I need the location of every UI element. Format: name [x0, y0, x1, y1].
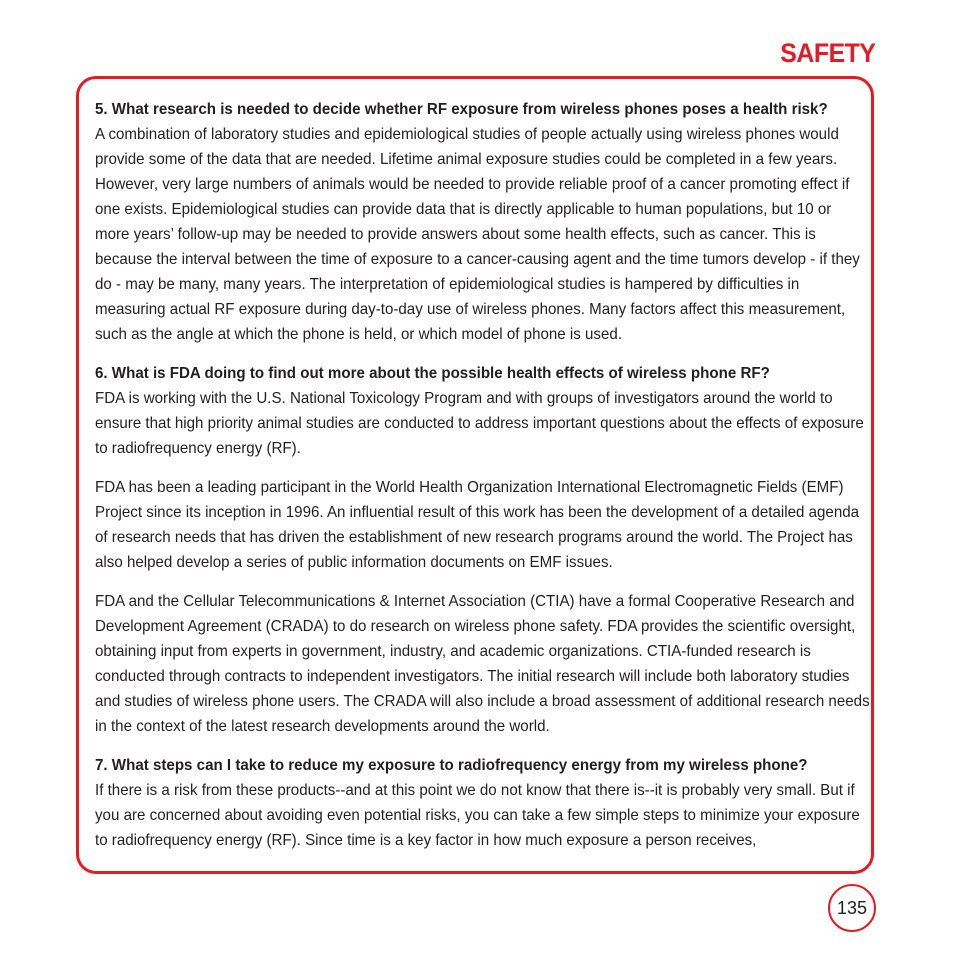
content-box — [76, 76, 874, 874]
page-number: 135 — [836, 897, 868, 918]
qa-section-7 — [95, 753, 870, 853]
section-title: SAFETY — [780, 38, 876, 68]
qa-section-5 — [95, 97, 870, 347]
answer-paragraph: FDA has been a leading participant in the World Health Organization International Electromagnetic Fields (EMF) Project since its inception in 1996. An influential result of this work has been the development of a detailed agenda of research needs that has driven the establishment of new research programs around the world. The Project has also helped develop a series of public information documents on EMF issues. — [95, 479, 860, 571]
question-heading: 5. What research is needed to decide whether RF exposure from wireless phones poses a health risk? — [95, 101, 828, 118]
qa-section-6 — [95, 361, 870, 739]
answer-paragraph: FDA and the Cellular Telecommunications & Internet Association (CTIA) have a formal Cooperative Research and Development Agreement (CRADA) to do research on wireless phone safety. FDA provides the scientific oversight, obtaining input from experts in government, industry, and academic organizations. CTIA-funded research is conducted through contracts to independent investigators. The initial research will include both laboratory studies and studies of wireless phone users. The CRADA will also include a broad assessment of additional research needs in the context of the latest research developments around the world. — [95, 593, 870, 735]
question-heading: 6. What is FDA doing to find out more about the possible health effects of wireless phone RF? — [95, 365, 770, 382]
answer-paragraph: If there is a risk from these products--and at this point we do not know that there is--it is probably very small. But if you are concerned about avoiding even potential risks, you can take a few simple steps to minimize your exposure to radiofrequency energy (RF). Since time is a key factor in how much exposure a person receives, — [95, 782, 860, 849]
page-number-badge — [828, 884, 876, 932]
question-heading: 7. What steps can I take to reduce my exposure to radiofrequency energy from my wireless phone? — [95, 757, 808, 774]
answer-paragraph: A combination of laboratory studies and epidemiological studies of people actually using wireless phones would provide some of the data that are needed. Lifetime animal exposure studies could be completed in a few years. However, very large numbers of animals would be needed to provide reliable proof of a cancer promoting effect if one exists. Epidemiological studies can provide data that is directly applicable to human populations, but 10 or more years’ follow-up may be needed to provide answers about some health effects, such as cancer. This is because the interval between the time of exposure to a cancer-causing agent and the time tumors develop - if they do - may be many, many years. The interpretation of epidemiological studies is hampered by difficulties in measuring actual RF exposure during day-to-day use of wireless phones. Many factors affect this measurement, such as the angle at which the phone is held, or which model of phone is used. — [95, 126, 860, 343]
content-body — [95, 97, 870, 867]
answer-paragraph: FDA is working with the U.S. National Toxicology Program and with groups of investigators around the world to ensure that high priority animal studies are conducted to address important questions about the effects of exposure to radiofrequency energy (RF). — [95, 390, 864, 457]
